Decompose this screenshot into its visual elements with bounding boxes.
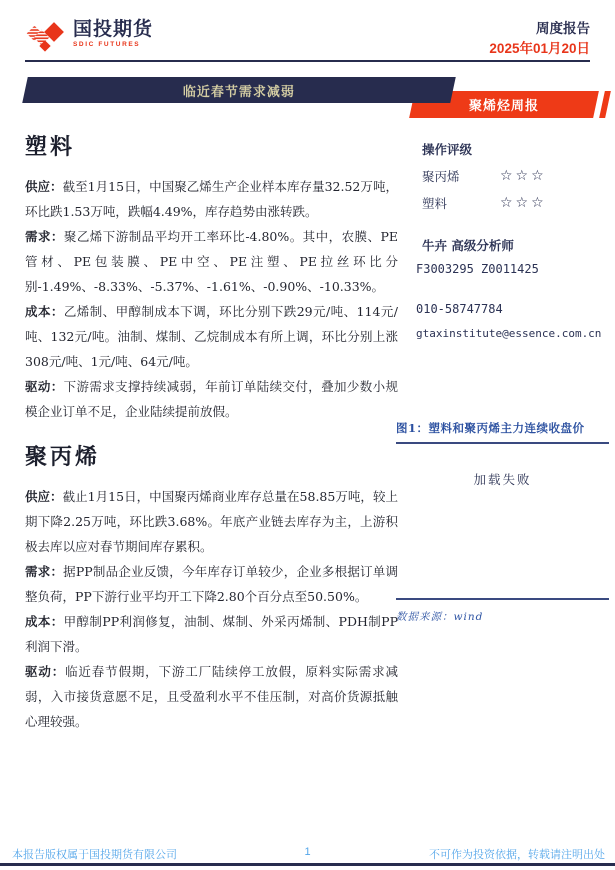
logo-diamonds-icon xyxy=(25,20,69,58)
report-date: 2025年01月20日 xyxy=(489,40,590,56)
rating-stars-icon: ☆☆☆ xyxy=(500,168,547,184)
paragraph-text: 临近春节假期，下游工厂陆续停工放假，原料实际需求减弱，入市接货意愿不足，且受盈利水平不佳压制，对高价货源抵触心理较强。 xyxy=(25,664,398,729)
paragraph-text: 截止1月15日，中国聚丙烯商业库存总量在58.85万吨，较上期下降2.25万吨，环比跌3.68%。年底产业链去库存为主，上游积极去库以应对春节期间库存累积。 xyxy=(25,489,398,554)
rating-label: 聚丙烯 xyxy=(422,169,460,184)
figure-chart-area xyxy=(396,444,609,592)
footer-divider xyxy=(0,863,615,866)
figure-1 xyxy=(396,420,609,624)
report-type-label: 周度报告 xyxy=(536,21,590,36)
header-divider xyxy=(25,60,590,62)
paragraph-label: 成本： xyxy=(25,614,64,629)
paragraph-supply xyxy=(25,174,398,224)
paragraph-text: 截至1月15日，中国聚乙烯生产企业样本库存量32.52万吨，环比跌1.53万吨，跌幅4.49%，库存趋势由涨转跌。 xyxy=(25,179,398,219)
paragraph-label: 需求： xyxy=(25,564,64,579)
paragraph-label: 驱动： xyxy=(25,379,64,394)
section-heading-pp: 聚丙烯 xyxy=(25,444,101,470)
section-heading-plastics: 塑料 xyxy=(25,134,76,160)
report-sidebar xyxy=(416,140,610,340)
footer-page-number: 1 xyxy=(304,846,311,858)
paragraph-label: 供应： xyxy=(25,489,63,504)
paragraph-cost xyxy=(25,609,398,659)
logo-company-name-en: SDIC FUTURES xyxy=(73,41,141,48)
rating-stars-icon: ☆☆☆ xyxy=(500,195,547,211)
paragraph-text: 据PP制品企业反馈，今年库存订单较少，企业多根据订单调整负荷，PP下游行业平均开工下降2.80个百分点至50.50%。 xyxy=(25,564,398,604)
paragraph-text: 聚乙烯下游制品平均开工率环比-4.80%。其中，农膜、PE管材、PE包装膜、PE中空、PE注塑、PE拉丝环比分别-1.49%、-8.33%、-5.37%、-1.61%、-0.90%、-10.33%。 xyxy=(25,229,398,294)
rating-row-plastics xyxy=(416,194,610,212)
paragraph-supply xyxy=(25,484,398,559)
paragraph-demand xyxy=(25,224,398,299)
paragraph-label: 驱动： xyxy=(25,664,66,679)
report-title-banner xyxy=(22,77,456,103)
paragraph-text: 下游需求支撑持续减弱，年前订单陆续交付，叠加少数小规模企业订单不足，企业陆续提前放假。 xyxy=(25,379,398,419)
rating-label: 塑料 xyxy=(422,196,448,211)
rating-row-pp xyxy=(416,167,610,185)
paragraph-label: 供应： xyxy=(25,179,63,194)
figure-load-failed-text: 加载失败 xyxy=(473,472,532,487)
footer-disclaimer: 不可作为投资依据，转载请注明出处 xyxy=(429,849,605,861)
figure-bottom-rule xyxy=(396,598,609,600)
analyst-email: gtaxinstitute@essence.com.cn xyxy=(416,327,602,340)
rating-title: 操作评级 xyxy=(422,142,473,157)
report-tag: 聚烯烃周报 xyxy=(468,98,539,113)
figure-data-source: 数据来源：wind xyxy=(396,611,484,623)
paragraph-driver xyxy=(25,374,398,424)
paragraph-driver xyxy=(25,659,398,734)
company-logo xyxy=(25,20,153,58)
analyst-block xyxy=(416,236,610,340)
analyst-phone: 010-58747784 xyxy=(416,302,503,316)
report-body xyxy=(25,130,398,734)
footer-copyright: 本报告版权属于国投期货有限公司 xyxy=(12,849,177,861)
paragraph-label: 成本： xyxy=(25,304,64,319)
paragraph-demand xyxy=(25,559,398,609)
analyst-name: 牛卉 高级分析师 xyxy=(422,238,514,253)
paragraph-text: 甲醇制PP利润修复，油制、煤制、外采丙烯制、PDH制PP利润下滑。 xyxy=(25,614,398,654)
paragraph-label: 需求： xyxy=(25,229,64,244)
banner-accent-stripe xyxy=(599,91,611,118)
report-title: 临近春节需求减弱 xyxy=(182,83,295,99)
analyst-license-codes: F3003295 Z0011425 xyxy=(416,262,539,276)
paragraph-cost xyxy=(25,299,398,374)
logo-company-name: 国投期货 xyxy=(73,19,154,40)
figure-title: 图1：塑料和聚丙烯主力连续收盘价 xyxy=(396,421,585,435)
paragraph-text: 乙烯制、甲醇制成本下调，环比分别下跌29元/吨、114元/吨、132元/吨。油制、煤制、乙烷制成本有所上调，环比分别上涨308元/吨、1元/吨、64元/吨。 xyxy=(25,304,398,369)
